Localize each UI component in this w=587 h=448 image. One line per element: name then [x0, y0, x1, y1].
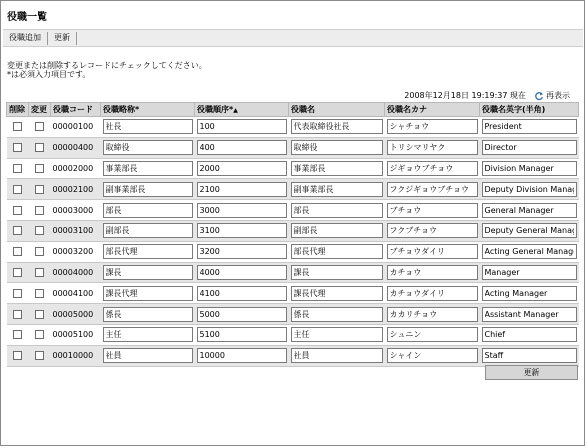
positions-table — [6, 102, 579, 367]
table-row — [7, 324, 579, 345]
header-delete: 削除 — [7, 103, 29, 117]
kana-input[interactable] — [387, 223, 478, 238]
order-input[interactable] — [197, 265, 287, 280]
change-cell — [29, 345, 51, 366]
delete-cell — [7, 158, 29, 179]
order-input[interactable] — [197, 119, 287, 134]
position-code: 00004100 — [51, 283, 101, 304]
position-code: 00005000 — [51, 304, 101, 325]
order-input[interactable] — [197, 307, 287, 322]
reload-link[interactable] — [534, 90, 570, 101]
english-cell — [480, 158, 579, 179]
table-row — [7, 200, 579, 221]
toolbar-divider — [76, 32, 77, 45]
name-cell — [289, 158, 385, 179]
english-cell — [480, 117, 579, 138]
english-cell — [480, 137, 579, 158]
kana-input[interactable] — [387, 348, 478, 363]
table-row — [7, 304, 579, 325]
kana-input[interactable] — [387, 119, 478, 134]
short-name-input[interactable] — [103, 286, 193, 301]
delete-cell — [7, 179, 29, 200]
kana-input[interactable] — [387, 286, 478, 301]
change-cell — [29, 158, 51, 179]
short-name-cell — [101, 304, 195, 325]
name-input[interactable] — [291, 203, 383, 218]
timestamp: 2008年12月18日 19:19:37 現在 — [404, 91, 526, 100]
name-input[interactable] — [291, 161, 383, 176]
short-name-cell — [101, 262, 195, 283]
short-name-cell — [101, 324, 195, 345]
change-checkbox[interactable] — [35, 185, 44, 194]
name-input[interactable] — [291, 182, 383, 197]
kana-cell — [385, 200, 480, 221]
order-input[interactable] — [197, 203, 287, 218]
name-input[interactable] — [291, 307, 383, 322]
short-name-input[interactable] — [103, 140, 193, 155]
table-row — [7, 262, 579, 283]
delete-cell — [7, 117, 29, 138]
kana-cell — [385, 137, 480, 158]
kana-input[interactable] — [387, 203, 478, 218]
delete-cell — [7, 283, 29, 304]
sort-asc-icon: ▲ — [233, 107, 238, 114]
table-header-row — [7, 103, 579, 117]
kana-cell — [385, 117, 480, 138]
short-name-input[interactable] — [103, 244, 193, 259]
short-name-cell — [101, 137, 195, 158]
kana-input[interactable] — [387, 327, 478, 342]
short-name-input[interactable] — [103, 307, 193, 322]
name-cell — [289, 324, 385, 345]
order-input[interactable] — [197, 286, 287, 301]
english-input[interactable] — [482, 140, 577, 155]
position-code: 00002100 — [51, 179, 101, 200]
english-input[interactable] — [482, 161, 577, 176]
short-name-input[interactable] — [103, 203, 193, 218]
change-cell — [29, 179, 51, 200]
order-cell — [195, 179, 289, 200]
page-title: 役職一覧 — [7, 12, 47, 23]
name-input[interactable] — [291, 265, 383, 280]
name-input[interactable] — [291, 223, 383, 238]
position-code: 00010000 — [51, 345, 101, 366]
name-cell — [289, 345, 385, 366]
order-cell — [195, 200, 289, 221]
header-order-label: 役職順序* — [197, 105, 234, 114]
kana-cell — [385, 262, 480, 283]
change-checkbox[interactable] — [35, 351, 44, 360]
order-cell — [195, 262, 289, 283]
delete-checkbox[interactable] — [13, 351, 22, 360]
order-cell — [195, 117, 289, 138]
name-cell — [289, 241, 385, 262]
english-input[interactable] — [482, 203, 577, 218]
kana-cell — [385, 324, 480, 345]
short-name-input[interactable] — [103, 119, 193, 134]
name-cell — [289, 283, 385, 304]
position-code: 00005100 — [51, 324, 101, 345]
table-row — [7, 117, 579, 138]
name-cell — [289, 304, 385, 325]
delete-cell — [7, 345, 29, 366]
order-cell — [195, 345, 289, 366]
change-checkbox[interactable] — [35, 247, 44, 256]
delete-cell — [7, 220, 29, 241]
change-checkbox[interactable] — [35, 330, 44, 339]
instructions — [7, 61, 207, 79]
name-cell — [289, 262, 385, 283]
kana-cell — [385, 179, 480, 200]
change-checkbox[interactable] — [35, 226, 44, 235]
header-change: 変更 — [29, 103, 51, 117]
order-cell — [195, 220, 289, 241]
name-input[interactable] — [291, 286, 383, 301]
order-cell — [195, 304, 289, 325]
kana-cell — [385, 241, 480, 262]
name-cell — [289, 200, 385, 221]
reload-label: 再表示 — [546, 91, 570, 100]
status-bar — [404, 90, 570, 101]
delete-cell — [7, 324, 29, 345]
short-name-cell — [101, 241, 195, 262]
instruction-line: 変更または削除するレコードにチェックしてください。 — [7, 61, 207, 70]
table-row — [7, 179, 579, 200]
order-cell — [195, 241, 289, 262]
english-cell — [480, 283, 579, 304]
short-name-cell — [101, 345, 195, 366]
name-input[interactable] — [291, 348, 383, 363]
short-name-cell — [101, 158, 195, 179]
delete-checkbox[interactable] — [13, 226, 22, 235]
order-input[interactable] — [197, 244, 287, 259]
toolbar — [3, 29, 583, 47]
name-input[interactable] — [291, 244, 383, 259]
kana-cell — [385, 345, 480, 366]
table-row — [7, 241, 579, 262]
kana-input[interactable] — [387, 182, 478, 197]
order-input[interactable] — [197, 348, 287, 363]
delete-checkbox[interactable] — [13, 164, 22, 173]
short-name-input[interactable] — [103, 182, 193, 197]
english-input[interactable] — [482, 223, 577, 238]
english-cell — [480, 262, 579, 283]
delete-checkbox[interactable] — [13, 247, 22, 256]
english-cell — [480, 241, 579, 262]
name-cell — [289, 117, 385, 138]
change-checkbox[interactable] — [35, 206, 44, 215]
order-cell — [195, 283, 289, 304]
reload-icon — [534, 91, 544, 101]
short-name-input[interactable] — [103, 265, 193, 280]
position-code: 00003000 — [51, 200, 101, 221]
table-row — [7, 283, 579, 304]
delete-checkbox[interactable] — [13, 268, 22, 277]
change-cell — [29, 324, 51, 345]
order-input[interactable] — [197, 140, 287, 155]
position-code: 00003100 — [51, 220, 101, 241]
header-short-name[interactable]: 役職略称* — [101, 103, 195, 117]
short-name-cell — [101, 220, 195, 241]
short-name-input[interactable] — [103, 348, 193, 363]
name-input[interactable] — [291, 327, 383, 342]
position-code: 00002000 — [51, 158, 101, 179]
english-cell — [480, 304, 579, 325]
table-row — [7, 345, 579, 366]
change-cell — [29, 304, 51, 325]
change-cell — [29, 241, 51, 262]
header-code: 役職コード — [51, 103, 101, 117]
position-code: 00004000 — [51, 262, 101, 283]
english-input[interactable] — [482, 244, 577, 259]
order-input[interactable] — [197, 223, 287, 238]
name-input[interactable] — [291, 119, 383, 134]
change-checkbox[interactable] — [35, 164, 44, 173]
english-input[interactable] — [482, 182, 577, 197]
delete-checkbox[interactable] — [13, 206, 22, 215]
add-position-button[interactable]: 役職追加 — [9, 33, 41, 42]
name-cell — [289, 220, 385, 241]
delete-cell — [7, 262, 29, 283]
update-button[interactable]: 更新 — [485, 365, 578, 380]
delete-checkbox[interactable] — [13, 143, 22, 152]
delete-checkbox[interactable] — [13, 122, 22, 131]
change-cell — [29, 262, 51, 283]
delete-cell — [7, 241, 29, 262]
change-checkbox[interactable] — [35, 289, 44, 298]
order-input[interactable] — [197, 327, 287, 342]
kana-input[interactable] — [387, 265, 478, 280]
english-input[interactable] — [482, 265, 577, 280]
english-cell — [480, 179, 579, 200]
required-note: *は必須入力項目です。 — [7, 70, 91, 79]
header-order[interactable] — [195, 103, 289, 117]
short-name-cell — [101, 117, 195, 138]
change-checkbox[interactable] — [35, 143, 44, 152]
kana-cell — [385, 220, 480, 241]
delete-cell — [7, 200, 29, 221]
header-name[interactable]: 役職名 — [289, 103, 385, 117]
name-cell — [289, 137, 385, 158]
delete-checkbox[interactable] — [13, 289, 22, 298]
header-english[interactable]: 役職名英字(半角) — [480, 103, 579, 117]
position-code: 00000400 — [51, 137, 101, 158]
english-cell — [480, 324, 579, 345]
delete-checkbox[interactable] — [13, 310, 22, 319]
english-cell — [480, 345, 579, 366]
english-input[interactable] — [482, 307, 577, 322]
order-cell — [195, 324, 289, 345]
short-name-input[interactable] — [103, 327, 193, 342]
name-cell — [289, 179, 385, 200]
change-cell — [29, 137, 51, 158]
order-input[interactable] — [197, 182, 287, 197]
english-cell — [480, 220, 579, 241]
order-input[interactable] — [197, 161, 287, 176]
kana-cell — [385, 304, 480, 325]
short-name-input[interactable] — [103, 161, 193, 176]
table-row — [7, 137, 579, 158]
short-name-input[interactable] — [103, 223, 193, 238]
english-input[interactable] — [482, 327, 577, 342]
change-checkbox[interactable] — [35, 310, 44, 319]
header-kana[interactable]: 役職名カナ — [385, 103, 480, 117]
change-cell — [29, 283, 51, 304]
change-cell — [29, 117, 51, 138]
kana-input[interactable] — [387, 307, 478, 322]
order-cell — [195, 137, 289, 158]
change-cell — [29, 200, 51, 221]
table-row — [7, 220, 579, 241]
delete-cell — [7, 137, 29, 158]
position-code: 00003200 — [51, 241, 101, 262]
order-cell — [195, 158, 289, 179]
kana-input[interactable] — [387, 244, 478, 259]
short-name-cell — [101, 179, 195, 200]
change-checkbox[interactable] — [35, 268, 44, 277]
change-checkbox[interactable] — [35, 122, 44, 131]
delete-cell — [7, 304, 29, 325]
table-body — [7, 117, 579, 367]
table-row — [7, 158, 579, 179]
delete-checkbox[interactable] — [13, 330, 22, 339]
short-name-cell — [101, 283, 195, 304]
position-code: 00000100 — [51, 117, 101, 138]
kana-cell — [385, 158, 480, 179]
refresh-button[interactable]: 更新 — [54, 33, 70, 42]
english-cell — [480, 200, 579, 221]
kana-input[interactable] — [387, 140, 478, 155]
name-input[interactable] — [291, 140, 383, 155]
kana-input[interactable] — [387, 161, 478, 176]
delete-checkbox[interactable] — [13, 185, 22, 194]
english-input[interactable] — [482, 119, 577, 134]
english-input[interactable] — [482, 348, 577, 363]
english-input[interactable] — [482, 286, 577, 301]
kana-cell — [385, 283, 480, 304]
change-cell — [29, 220, 51, 241]
short-name-cell — [101, 200, 195, 221]
